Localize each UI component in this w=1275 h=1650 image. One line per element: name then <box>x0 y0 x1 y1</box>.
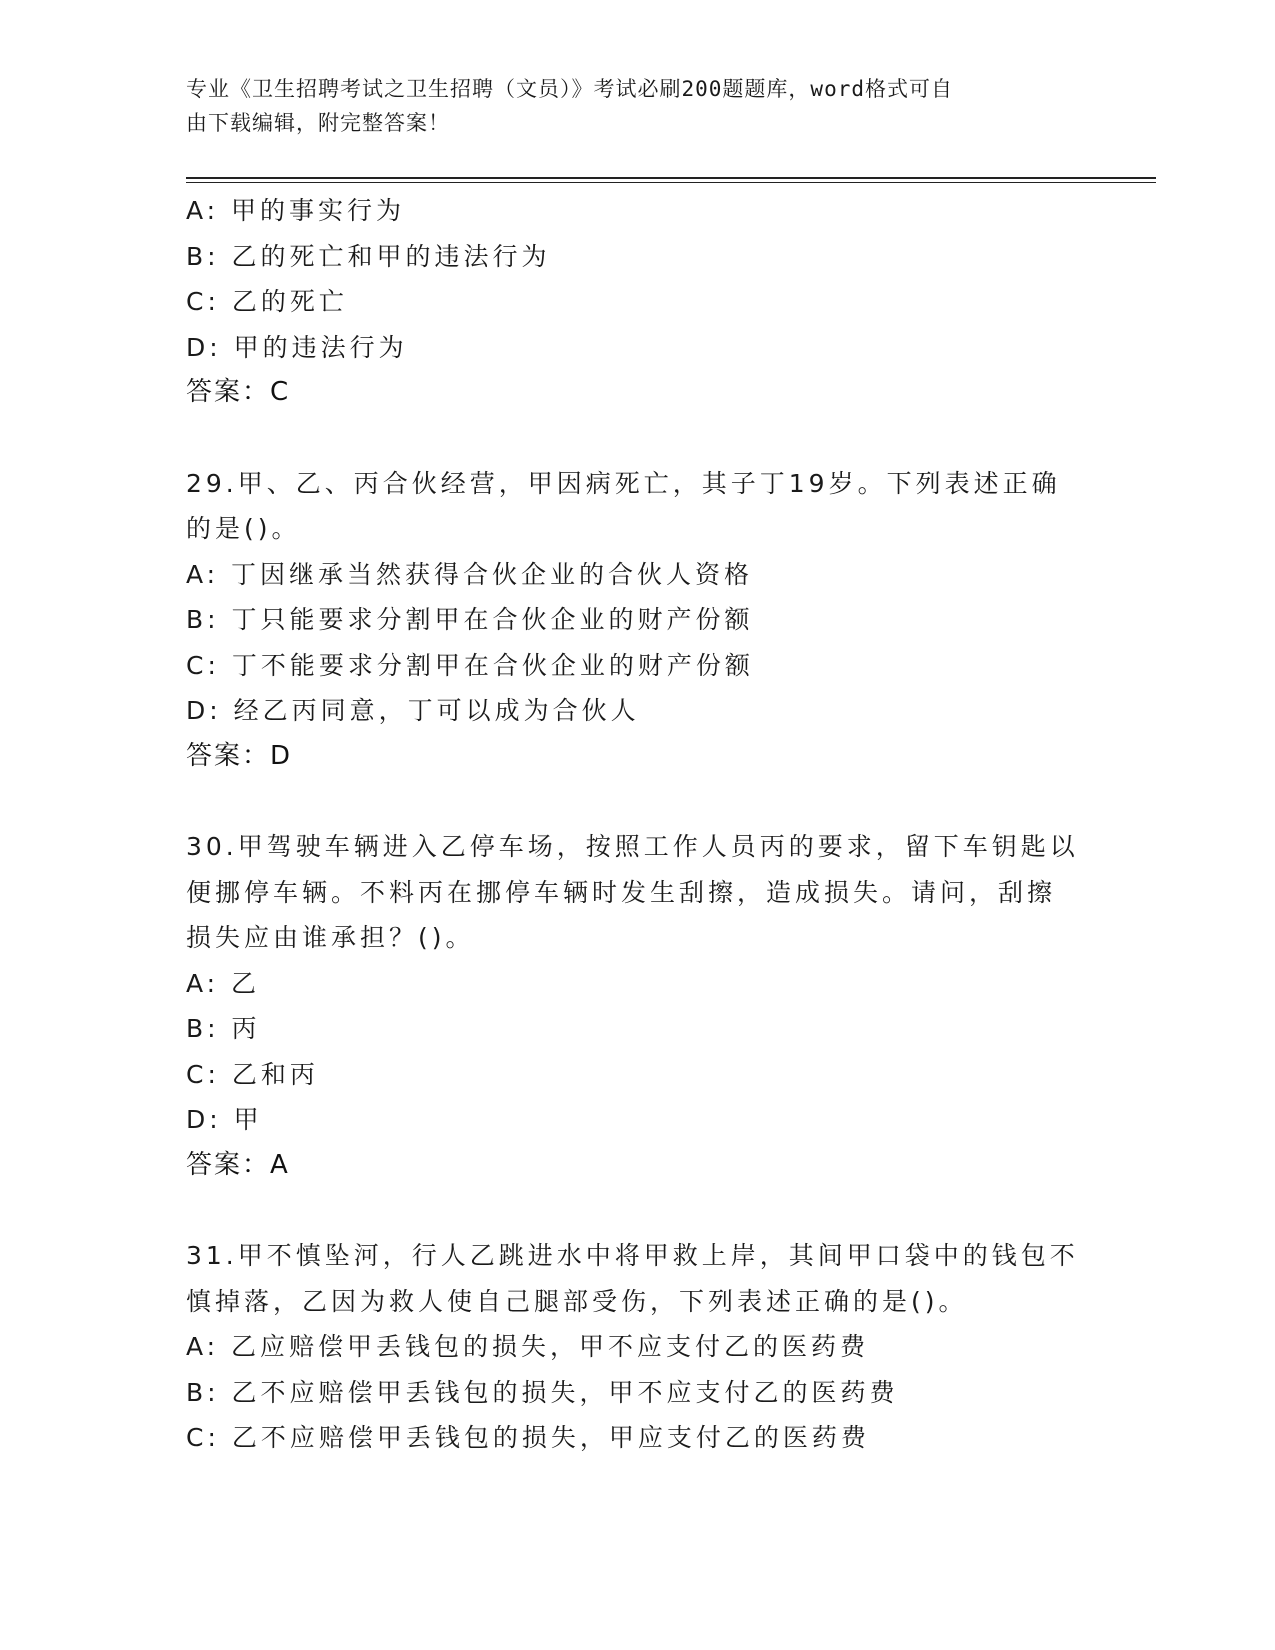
option-a: A: 丁因继承当然获得合伙企业的合伙人资格 <box>186 559 754 589</box>
option-c: C: 丁不能要求分割甲在合伙企业的财产份额 <box>186 650 754 680</box>
option-a: A: 乙 <box>186 968 261 998</box>
question-stem <box>186 824 1079 961</box>
option-b: B: 乙的死亡和甲的违法行为 <box>186 241 551 271</box>
stem-line: 慎掉落，乙因为救人使自己腿部受伤，下列表述正确的是()。 <box>186 1286 968 1316</box>
stem-line: 29.甲、乙、丙合伙经营，甲因病死亡，其子丁19岁。下列表述正确 <box>186 468 1061 498</box>
header-divider-thin <box>186 182 1156 183</box>
stem-line: 31.甲不慎坠河，行人乙跳进水中将甲救上岸，其间甲口袋中的钱包不 <box>186 1241 1079 1270</box>
option-c: C: 乙和丙 <box>186 1059 319 1089</box>
question-stem <box>186 461 1066 552</box>
question-29 <box>186 461 1086 780</box>
question-31 <box>186 1233 1086 1461</box>
option-b: B: 丙 <box>186 1014 261 1043</box>
stem-line: 的是()。 <box>186 514 301 543</box>
header-divider-thick <box>186 177 1156 179</box>
answer-line: 答案：D <box>186 740 293 771</box>
option-d: D: 经乙丙同意，丁可以成为合伙人 <box>186 696 640 725</box>
header-line-1: 专业《卫生招聘考试之卫生招聘（文员）》考试必刷200题题库，word格式可自 <box>186 77 953 101</box>
document-header <box>186 72 1066 140</box>
option-d: D: 甲的违法行为 <box>186 332 408 362</box>
question-28-continued <box>186 188 1086 416</box>
header-line-2: 由下载编辑，附完整答案！ <box>186 111 450 135</box>
option-d: D: 甲 <box>186 1105 263 1134</box>
stem-line: 30.甲驾驶车辆进入乙停车场，按照工作人员丙的要求，留下车钥匙以 <box>186 832 1079 861</box>
question-30 <box>186 824 1086 1188</box>
option-b: B: 丁只能要求分割甲在合伙企业的财产份额 <box>186 605 754 634</box>
question-spacer <box>186 779 1086 824</box>
option-b: B: 乙不应赔偿甲丢钱包的损失，甲不应支付乙的医药费 <box>186 1377 899 1407</box>
answer-line: 答案：C <box>186 377 291 407</box>
stem-line: 便挪停车辆。不料丙在挪停车辆时发生刮擦，造成损失。请问，刮擦 <box>186 877 1057 907</box>
option-a: A: 甲的事实行为 <box>186 196 406 225</box>
option-a: A: 乙应赔偿甲丢钱包的损失，甲不应支付乙的医药费 <box>186 1332 870 1361</box>
stem-line: 损失应由谁承担？()。 <box>186 923 475 952</box>
document-body <box>186 188 1086 1461</box>
question-spacer <box>186 1188 1086 1233</box>
question-spacer <box>186 416 1086 461</box>
option-c: C: 乙的死亡 <box>186 287 348 316</box>
answer-line: 答案：A <box>186 1149 290 1180</box>
option-c: C: 乙不应赔偿甲丢钱包的损失，甲应支付乙的医药费 <box>186 1423 870 1452</box>
question-stem <box>186 1233 1079 1324</box>
